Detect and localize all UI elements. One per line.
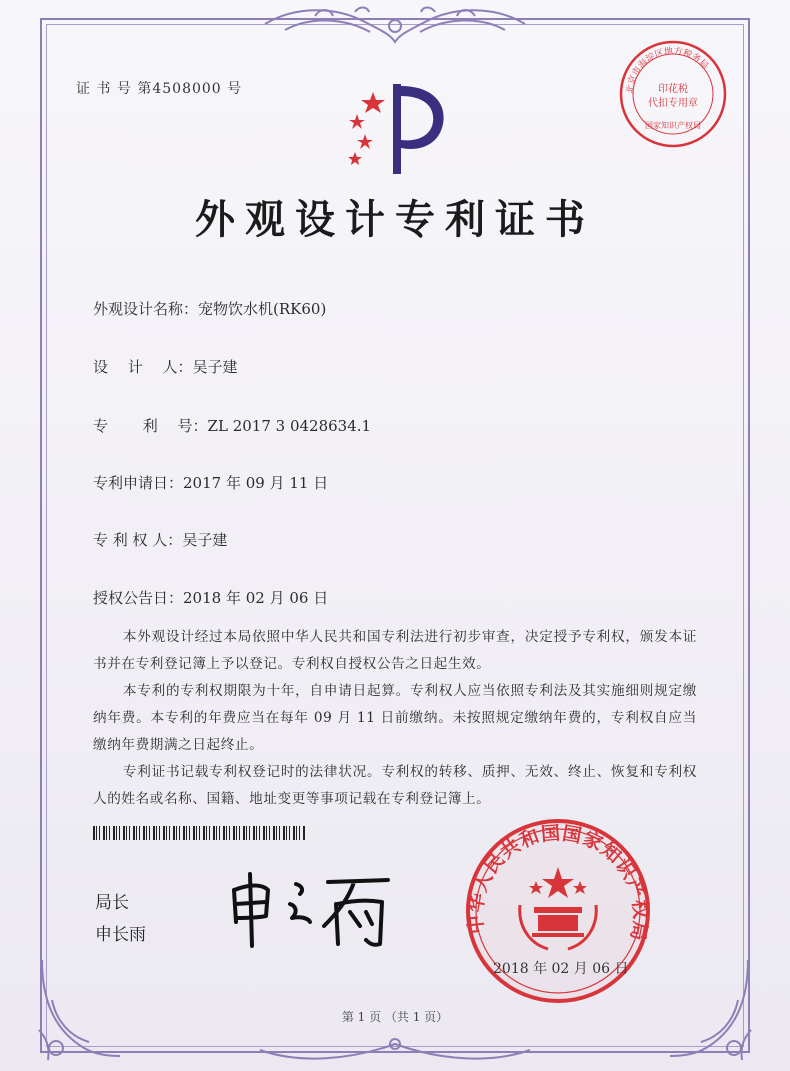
national-ip-office-seal-icon bbox=[462, 815, 654, 1007]
tax-stamp-inner-2: 代扣专用章 bbox=[648, 98, 698, 109]
tax-stamp-inner-1: 印花税 bbox=[658, 84, 688, 95]
design-name-label: 外观设计名称： bbox=[93, 300, 199, 318]
filing-date-label: 专利申请日： bbox=[93, 474, 184, 492]
patent-number-field bbox=[93, 415, 371, 436]
tax-stamp-icon bbox=[617, 38, 729, 150]
director-signature-icon bbox=[220, 860, 410, 950]
body-paragraph-3: 专利证书记载专利权登记时的法律状况。专利权的转移、质押、无效、终止、恢复和专利权人的姓名或名称、国籍、地址变更等事项记载在专利登记簿上。 bbox=[93, 764, 697, 807]
top-ornament-icon bbox=[255, 4, 535, 56]
director-name: 申长雨 bbox=[95, 925, 146, 945]
tax-stamp-bottom: 国家知识产权局 bbox=[645, 121, 701, 130]
designer-field bbox=[93, 356, 238, 377]
body-paragraph-1: 本外观设计经过本局依照中华人民共和国专利法进行初步审查，决定授予专利权，颁发本证书并在专利登记簿上予以登记。专利权自授权公告之日起生效。 bbox=[93, 629, 697, 672]
bottom-ornament-icon bbox=[250, 1030, 540, 1068]
grant-date-label: 授权公告日： bbox=[93, 589, 184, 607]
page-title: 外观设计专利证书 bbox=[195, 196, 595, 243]
patentee-label: 专 利 权 人： bbox=[93, 531, 183, 549]
tax-stamp-text: 北京市海淀区地方税务局 bbox=[625, 46, 710, 95]
filing-date-field bbox=[93, 472, 328, 493]
design-name-value: 宠物饮水机(RK60) bbox=[198, 300, 327, 318]
seal-text: 中华人民共和国国家知识产权局 bbox=[464, 822, 652, 944]
certificate-body bbox=[93, 624, 697, 813]
certificate-number: 证 书 号 第4508000 号 bbox=[76, 81, 243, 97]
patent-number-value: ZL 2017 3 0428634.1 bbox=[207, 417, 372, 435]
design-name-field bbox=[93, 298, 326, 319]
designer-label: 设 计 人： bbox=[93, 358, 193, 376]
director-title: 局长 bbox=[95, 893, 129, 913]
body-paragraph-2: 本专利的专利权期限为十年，自申请日起算。专利权人应当依照专利法及其实施细则规定缴纳年费。本专利的年费应当在每年 09 月 11 日前缴纳。未按照规定缴纳年费的，专利权自应当缴纳年费期满之日起终止。 bbox=[93, 683, 697, 753]
designer-value: 吴子建 bbox=[192, 358, 238, 376]
seal-date: 2018 年 02 月 06 日 bbox=[493, 961, 629, 977]
filing-date-value: 2017 年 09 月 11 日 bbox=[183, 474, 329, 492]
page-footer: 第 1 页 （共 1 页） bbox=[341, 1010, 449, 1024]
grant-date-value: 2018 年 02 月 06 日 bbox=[183, 589, 329, 607]
patent-office-logo-icon bbox=[335, 82, 455, 177]
grant-date-field bbox=[93, 587, 328, 608]
patentee-field bbox=[93, 529, 227, 550]
patentee-value: 吴子建 bbox=[182, 531, 228, 549]
patent-number-label: 专 利 号： bbox=[93, 417, 208, 435]
barcode-icon bbox=[93, 826, 305, 840]
